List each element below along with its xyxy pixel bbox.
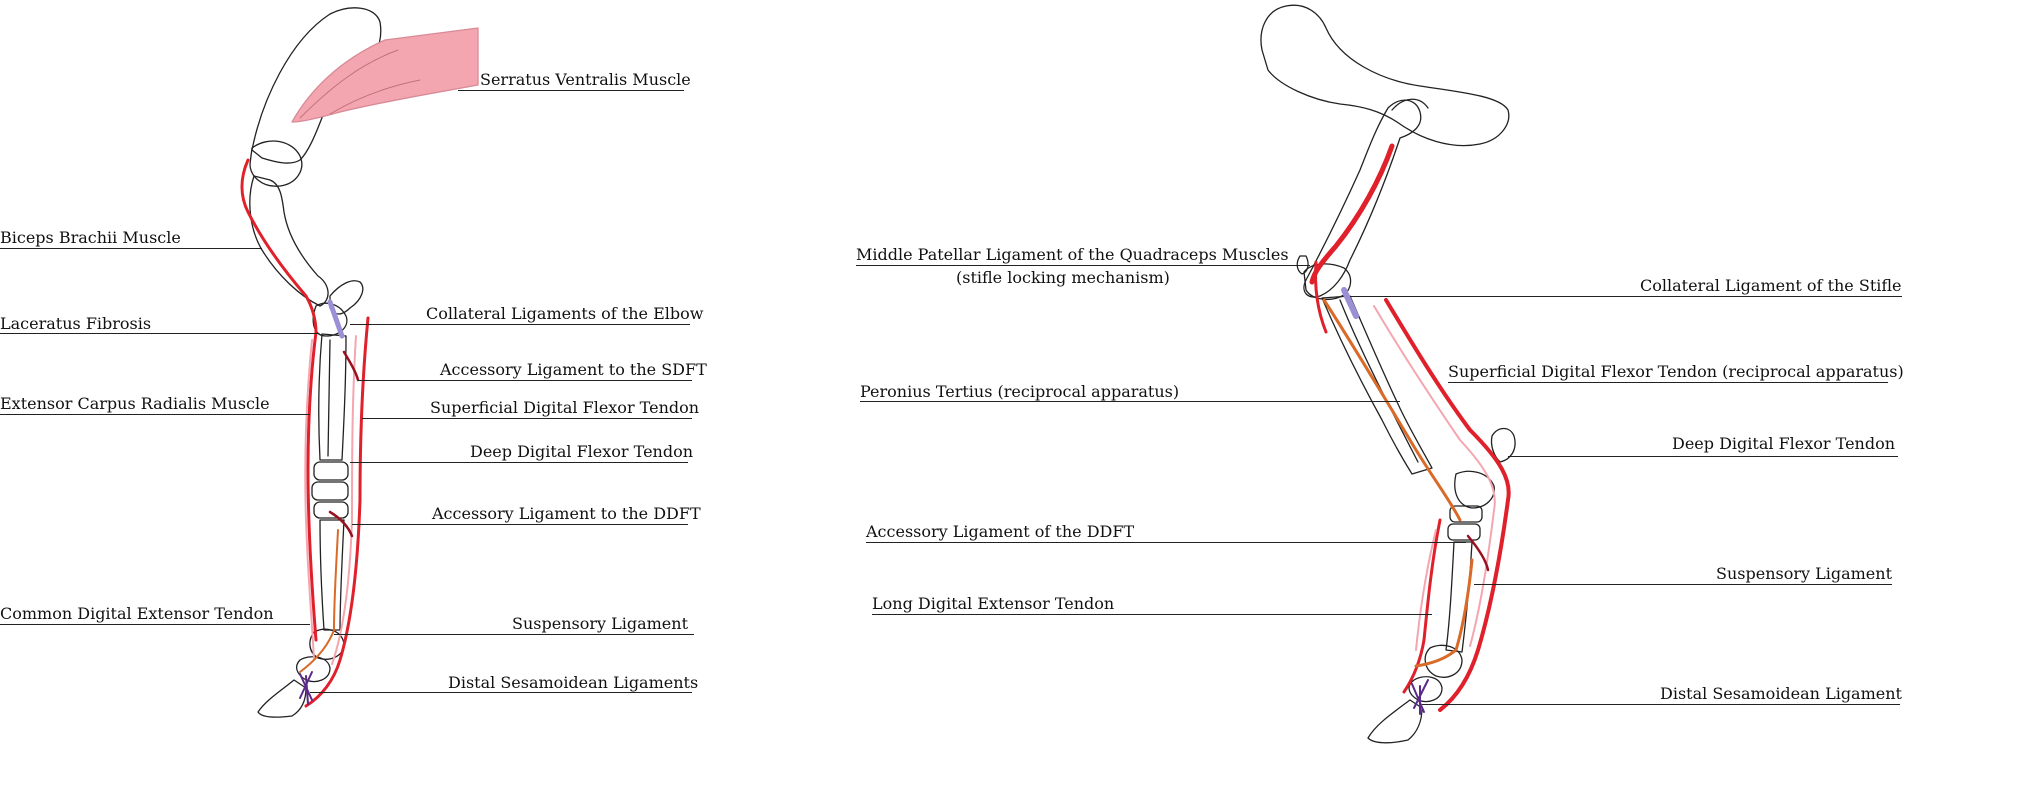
label-peronius-tertius: Peronius Tertius (reciprocal apparatus) [860, 382, 1180, 401]
label-biceps-brachii: Biceps Brachii Muscle [0, 228, 181, 247]
label-collateral-stifle: Collateral Ligament of the Stifle [1640, 276, 1902, 295]
label-suspensory-hind: Suspensory Ligament [1716, 564, 1893, 583]
label-serratus-ventralis: Serratus Ventralis Muscle [480, 70, 691, 89]
label-extensor-carpi: Extensor Carpus Radialis Muscle [0, 394, 270, 413]
label-middle-patellar-line2: (stifle locking mechanism) [956, 268, 1170, 287]
shoulder-joint [250, 141, 302, 186]
label-sdft-fore: Superficial Digital Flexor Tendon [430, 398, 700, 417]
leader-ddft-fore [350, 462, 688, 463]
cannon-bone [320, 520, 344, 630]
leader-sdft-hind [1448, 382, 1888, 383]
radius-bone [319, 334, 346, 460]
carpal-bones [314, 462, 348, 480]
leader-distal-sesamoidean-fore [310, 692, 692, 693]
pelvis-bone [1261, 5, 1509, 145]
collateral-elbow-ligament [330, 302, 342, 336]
leader-extensor-carpi [0, 414, 310, 415]
leader-peronius [860, 401, 1400, 402]
leader-accessory-sdft [358, 380, 692, 381]
label-middle-patellar-line1: Middle Patellar Ligament of the Quadraceps Muscles [856, 245, 1289, 264]
leader-lacertus [0, 333, 318, 334]
label-ddft-fore: Deep Digital Flexor Tendon [470, 442, 694, 461]
label-accessory-ddft-fore: Accessory Ligament to the DDFT [432, 504, 701, 523]
leader-collateral-stifle [1350, 296, 1902, 297]
leader-long-digital [872, 614, 1432, 615]
leader-middle-patellar [856, 265, 1310, 266]
label-ddft-hind: Deep Digital Flexor Tendon [1672, 434, 1896, 453]
label-distal-sesamoidean-fore: Distal Sesamoidean Ligaments [448, 673, 699, 692]
suspensory-fore [300, 530, 338, 672]
suspensory-hind [1416, 560, 1472, 666]
humerus-bone [250, 176, 328, 306]
leader-collateral-elbow [350, 324, 690, 325]
quadriceps-band [1312, 146, 1392, 282]
hoof [258, 680, 306, 717]
label-common-digital-extensor: Common Digital Extensor Tendon [0, 604, 274, 623]
leader-suspensory-hind [1474, 584, 1892, 585]
leader-common-digital [0, 624, 310, 625]
label-suspensory-fore: Suspensory Ligament [512, 614, 689, 633]
label-accessory-ddft-hind: Accessory Ligament of the DDFT [866, 522, 1135, 541]
accessory-ddft-ligament [330, 512, 352, 536]
label-distal-sesamoidean-hind: Distal Sesamoidean Ligament [1660, 684, 1902, 703]
serratus-ventralis-muscle [292, 28, 478, 122]
leader-distal-sesamoidean-hind [1422, 704, 1900, 705]
leader-accessory-ddft-fore [352, 524, 688, 525]
label-long-digital-extensor: Long Digital Extensor Tendon [872, 594, 1115, 613]
label-lacertus-fibrosis: Laceratus Fibrosis [0, 314, 152, 333]
label-accessory-sdft: Accessory Ligament to the SDFT [440, 360, 707, 379]
leader-sdft-fore [362, 418, 692, 419]
leader-suspensory-fore [334, 634, 694, 635]
collateral-stifle-ligament [1344, 290, 1356, 316]
leader-accessory-ddft-hind [866, 542, 1466, 543]
label-sdft-hind: Superficial Digital Flexor Tendon (reciprocal apparatus) [1448, 362, 1904, 381]
leader-biceps [0, 248, 262, 249]
leader-serratus [458, 90, 684, 91]
leader-ddft-hind [1508, 456, 1898, 457]
label-collateral-elbow: Collateral Ligaments of the Elbow [426, 304, 704, 323]
distal-sesamoidean-fore [300, 672, 312, 704]
